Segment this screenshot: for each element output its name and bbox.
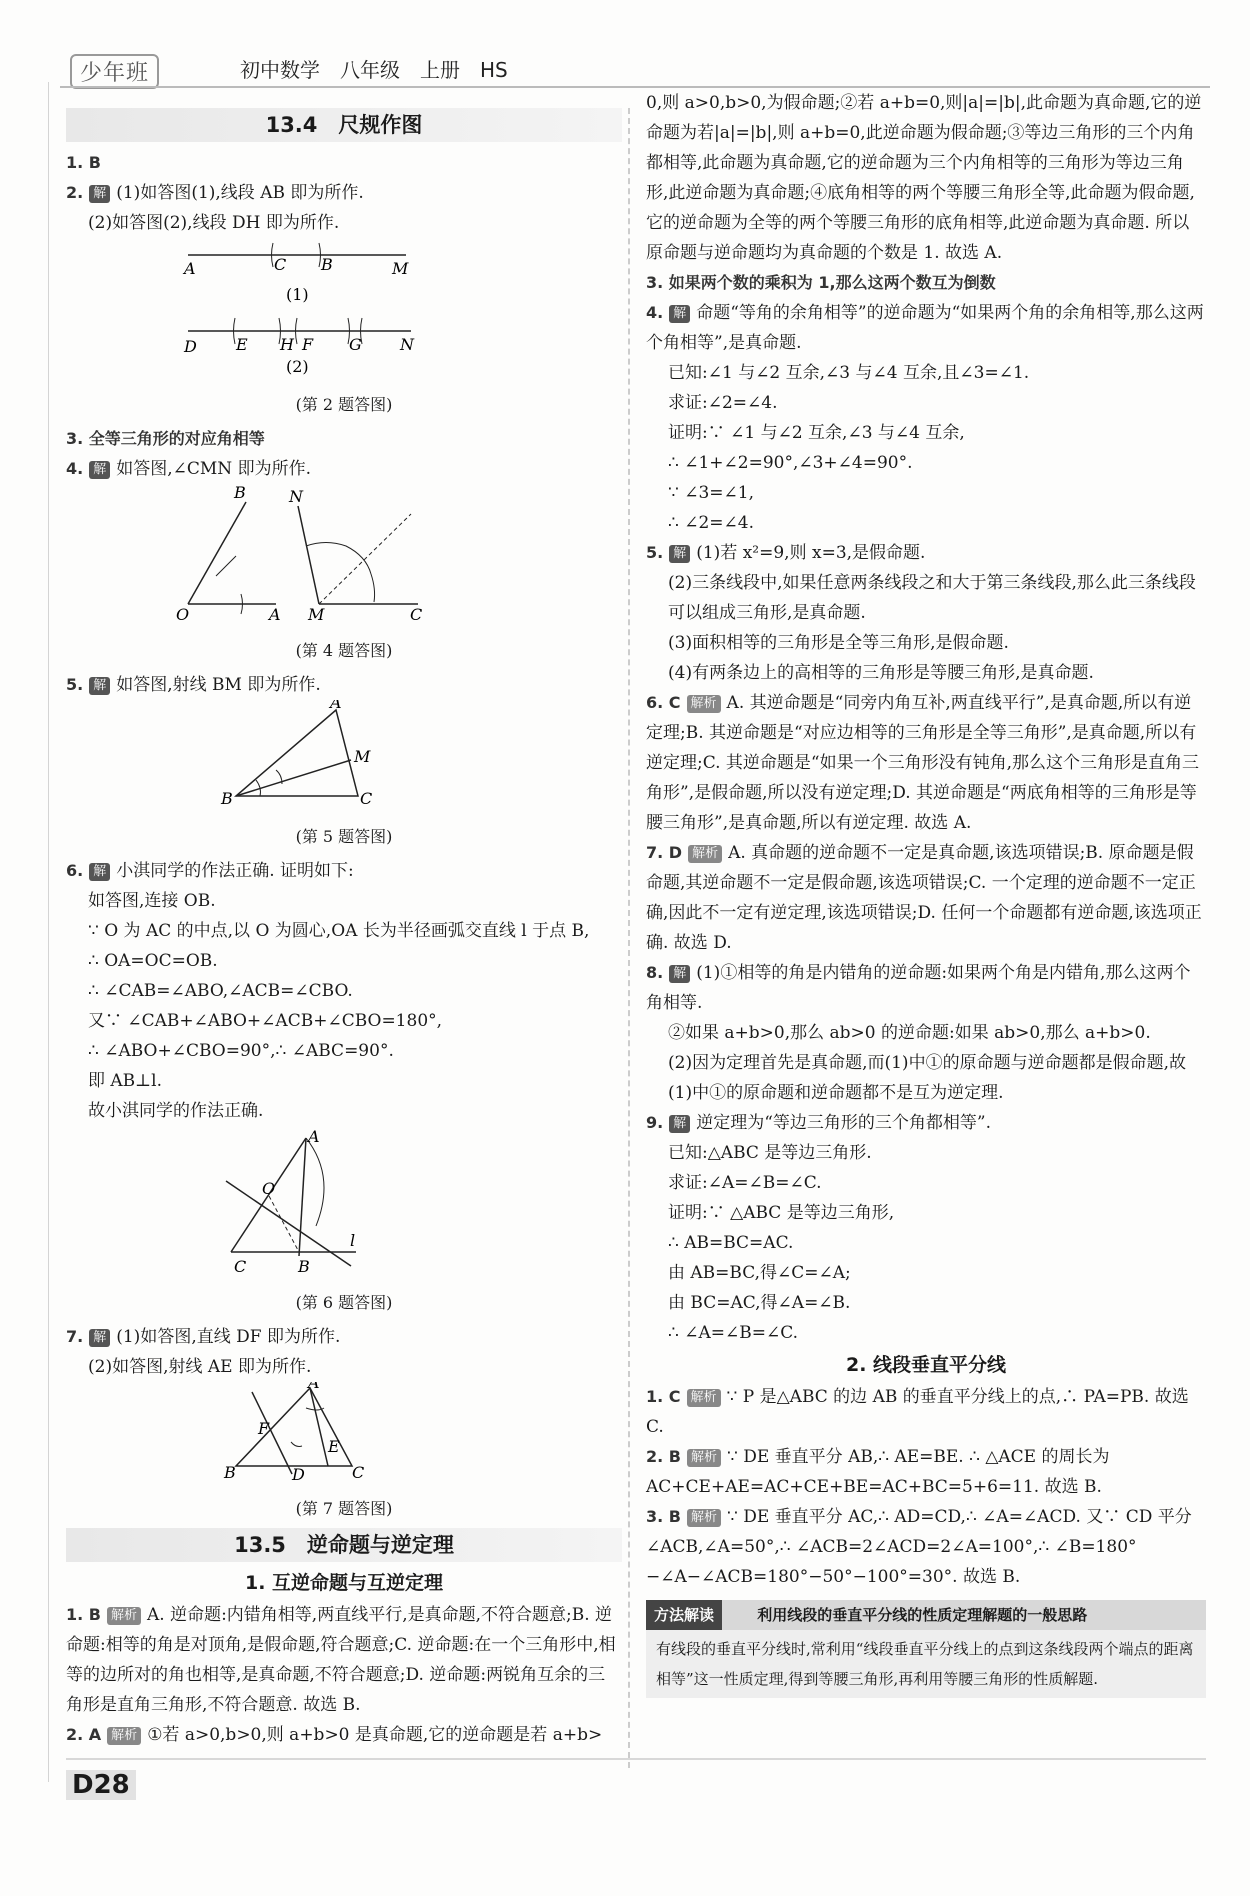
brand-logo: 少年班 bbox=[70, 54, 159, 89]
fig5-label: A bbox=[330, 700, 342, 712]
figure-4-caption: (第 4 题答图) bbox=[295, 641, 393, 660]
answer-6: 6. 解 小淇同学的作法正确. 证明如下: bbox=[66, 861, 354, 881]
fig5-label: B bbox=[221, 789, 233, 808]
right-column bbox=[646, 88, 1206, 1698]
fig7-label: D bbox=[292, 1465, 305, 1482]
fig6-label: A bbox=[308, 1127, 320, 1146]
answer-1-perp: 1. C 解析 ∵ P 是△ABC 的边 AB 的垂直平分线上的点,∴ PA=PB. 故选 C. bbox=[646, 1387, 1189, 1437]
proof-line: 由 AB=BC,得∠C=∠A; bbox=[668, 1263, 851, 1283]
proof-line: ∴ ∠CAB=∠ABO,∠ACB=∠CBO. bbox=[88, 981, 353, 1001]
fig2-sub-caption: (1) bbox=[286, 285, 309, 304]
answer-3-inverse: 3. 如果两个数的乘积为 1,那么这两个数互为倒数 bbox=[646, 273, 996, 292]
section-title-13-5: 13.5 逆命题与逆定理 bbox=[66, 1528, 622, 1562]
fig6-label: B bbox=[298, 1257, 310, 1276]
fig2-label: F bbox=[302, 335, 314, 354]
proof-line: 即 AB⊥l. bbox=[88, 1071, 163, 1091]
fig4-label: M bbox=[308, 605, 325, 624]
answer-2-part2: (2)如答图(2),线段 DH 即为所作. bbox=[88, 213, 340, 233]
fig4-label: N bbox=[289, 487, 303, 506]
answer-6-inverse: 6. C 解析 A. 其逆命题是“同旁内角互补,两直线平行”,是真命题,所以有逆定理;B. 其逆命题是“对应边相等的三角形是全等三角形”,是真命题,所以有逆定理;C. 其逆命题是“如果一个三角形没有钝角,那么这个三角形是直角三角形”,是假命题,所以没有逆定理;D. 其逆命题是“两底角相等的三角形是等腰三角形”,是真命题,所以有逆定理. 故选 A. bbox=[646, 693, 1200, 833]
fig6-label: C bbox=[234, 1257, 247, 1276]
answer-2-perp: 2. B 解析 ∵ DE 垂直平分 AB,∴ AE=BE. ∴ △ACE 的周长为 AC+CE+AE=AC+CE+BE=AC+BC=5+6=11. 故选 B. bbox=[646, 1447, 1110, 1497]
answer-2: 2. 解 (1)如答图(1),线段 AB 即为所作. bbox=[66, 183, 364, 203]
answer-9-inverse: 9. 解 逆定理为“等边三角形的三个角都相等”. bbox=[646, 1113, 992, 1133]
figure-2 bbox=[66, 238, 622, 378]
fig2-label: D bbox=[184, 337, 197, 356]
answer-4-inverse: 4. 解 命题“等角的余角相等”的逆命题为“如果两个角的余角相等,那么这两个角相等”,是真命题. bbox=[646, 303, 1204, 353]
figure-4 bbox=[66, 484, 622, 624]
answer-5-inverse: 5. 解 (1)若 x²=9,则 x=3,是假命题. bbox=[646, 543, 926, 563]
fig2-label: H bbox=[280, 335, 294, 354]
page-header bbox=[60, 50, 1210, 84]
proof-line: ∴ ∠ABO+∠CBO=90°,∴ ∠ABC=90°. bbox=[88, 1041, 394, 1061]
fig2-sub-caption: (2) bbox=[286, 357, 309, 376]
fig4-label: A bbox=[269, 605, 281, 624]
method-body: 有线段的垂直平分线时,常利用“线段垂直平分线上的点到这条线段两个端点的距离相等”这一性质定理,得到等腰三角形,再利用等腰三角形的性质解题. bbox=[646, 1630, 1206, 1698]
answer-7-inverse: 7. D 解析 A. 真命题的逆命题不一定是真命题,该选项错误;B. 原命题是假命题,其逆命题不一定是假命题,该选项错误;C. 一个定理的逆命题不一定正确,因此不一定有逆定理,该选项错误;D. 任何一个命题都有逆命题,该选项正确. 故选 D. bbox=[646, 843, 1202, 953]
answer-3-perp: 3. B 解析 ∵ DE 垂直平分 AC,∴ AD=CD,∴ ∠A=∠ACD. 又∵ CD 平分∠ACB,∠A=50°,∴ ∠ACB=2∠ACD=2∠A=100°,∴ ∠B=180°−∠A−∠ACB=180°−50°−100°=30°. 故选 B. bbox=[646, 1507, 1192, 1587]
proof-line: 已知:∠1 与∠2 互余,∠3 与∠4 互余,且∠3=∠1. bbox=[668, 363, 1030, 383]
answer-8-inverse: 8. 解 (1)①相等的角是内错角的逆命题:如果两个角是内错角,那么这两个角相等. bbox=[646, 963, 1191, 1013]
figure-5 bbox=[66, 700, 622, 810]
answer-7: 7. 解 (1)如答图,直线 DF 即为所作. bbox=[66, 1327, 341, 1347]
answer-line: (2)因为定理首先是真命题,而(1)中①的原命题与逆命题都是假命题,故(1)中①的原命题和逆命题都不是互为逆定理. bbox=[668, 1053, 1186, 1103]
figure-7 bbox=[66, 1382, 622, 1482]
left-column bbox=[66, 104, 622, 1750]
answer-line: (4)有两条边上的高相等的三角形是等腰三角形,是真命题. bbox=[668, 663, 1094, 683]
answer-2-continued: 0,则 a>0,b>0,为假命题;②若 a+b=0,则|a|=|b|,此命题为真命题,它的逆命题为若|a|=|b|,则 a+b=0,此逆命题为假命题;③等边三角形的三个内角都相等,此命题为真命题,它的逆命题为三个内角相等的三角形为等边三角形,此逆命题为真命题;④底角相等的两个等腰三角形全等,此命题为假命题,它的逆命题为全等的两个等腰三角形的底角相等,此逆命题为真命题. 所以原命题与逆命题均为真命题的个数是 1. 故选 A. bbox=[646, 93, 1202, 263]
fig7-label: A bbox=[308, 1382, 320, 1392]
proof-line: 证明:∵ ∠1 与∠2 互余,∠3 与∠4 互余, bbox=[668, 423, 965, 443]
answer-2-inverse: 2. A 解析 ①若 a>0,b>0,则 a+b>0 是真命题,它的逆命题是若 a+b> bbox=[66, 1725, 603, 1745]
answer-line: ②如果 a+b>0,那么 ab>0 的逆命题:如果 ab>0,那么 a+b>0. bbox=[668, 1023, 1151, 1043]
answer-3: 3. 全等三角形的对应角相等 bbox=[66, 429, 265, 448]
figure-2-caption: (第 2 题答图) bbox=[295, 395, 393, 414]
proof-line: ∴ OA=OC=OB. bbox=[88, 951, 218, 971]
fig2-label: A bbox=[184, 259, 196, 278]
fig6-label: l bbox=[350, 1231, 356, 1250]
fig2-label: G bbox=[349, 335, 362, 354]
fig2-label: C bbox=[274, 255, 287, 274]
figure-5-caption: (第 5 题答图) bbox=[295, 827, 393, 846]
proof-line: 又∵ ∠CAB+∠ABO+∠ACB+∠CBO=180°, bbox=[88, 1011, 443, 1031]
section-title-13-4: 13.4 尺规作图 bbox=[66, 108, 622, 142]
proof-line: 已知:△ABC 是等边三角形. bbox=[668, 1143, 872, 1163]
answer-line: (3)面积相等的三角形是全等三角形,是假命题. bbox=[668, 633, 1009, 653]
answer-1: 1. B bbox=[66, 153, 101, 172]
method-title: 利用线段的垂直平分线的性质定理解题的一般思路 bbox=[757, 1606, 1088, 1624]
subsection-title-1: 1. 互逆命题与互逆定理 bbox=[244, 1572, 444, 1594]
proof-line: 由 BC=AC,得∠A=∠B. bbox=[668, 1293, 851, 1313]
footer-rule bbox=[66, 1758, 1206, 1760]
fig4-label: C bbox=[410, 605, 423, 624]
figure-6-caption: (第 6 题答图) bbox=[295, 1293, 393, 1312]
fig7-label: B bbox=[224, 1463, 236, 1482]
proof-line: ∵ O 为 AC 的中点,以 O 为圆心,OA 长为半径画弧交直线 l 于点 B, bbox=[88, 921, 590, 941]
fig2-label: M bbox=[392, 259, 409, 278]
fig2-label: B bbox=[321, 255, 333, 274]
page-number: D28 bbox=[66, 1770, 136, 1800]
proof-line: 证明:∵ △ABC 是等边三角形, bbox=[668, 1203, 895, 1223]
proof-line: ∴ ∠2=∠4. bbox=[668, 513, 754, 533]
header-text: 初中数学 八年级 上册 HS bbox=[240, 58, 508, 82]
fig2-label: E bbox=[236, 335, 248, 354]
method-tag: 方法解读 bbox=[646, 1600, 722, 1630]
fig7-label: F bbox=[258, 1419, 270, 1438]
method-box bbox=[646, 1600, 1206, 1698]
answer-5: 5. 解 如答图,射线 BM 即为所作. bbox=[66, 675, 321, 695]
proof-line: ∴ AB=BC=AC. bbox=[668, 1233, 794, 1253]
subsection-title-2: 2. 线段垂直平分线 bbox=[845, 1354, 1007, 1376]
fig4-label: O bbox=[176, 605, 190, 624]
proof-line: ∵ ∠3=∠1, bbox=[668, 483, 754, 503]
fig4-label: B bbox=[234, 484, 246, 502]
fig5-label: M bbox=[354, 747, 371, 766]
answer-1-inverse: 1. B 解析 A. 逆命题:内错角相等,两直线平行,是真命题,不符合题意;B. 逆命题:相等的角是对顶角,是假命题,符合题意;C. 逆命题:在一个三角形中,相等的边所对的角也相等,是真命题,不符合题意;D. 逆命题:两锐角互余的三角形是直角三角形,不符合题意. 故选 B. bbox=[66, 1605, 616, 1715]
figure-7-caption: (第 7 题答图) bbox=[295, 1499, 393, 1518]
proof-line: 故小淇同学的作法正确. bbox=[88, 1101, 264, 1121]
fig6-label: O bbox=[262, 1179, 276, 1198]
fig5-label: C bbox=[360, 789, 373, 808]
proof-line: ∴ ∠A=∠B=∠C. bbox=[668, 1323, 799, 1343]
proof-line: 求证:∠A=∠B=∠C. bbox=[668, 1173, 822, 1193]
column-divider bbox=[628, 108, 630, 1768]
proof-line: 如答图,连接 OB. bbox=[88, 891, 216, 911]
answer-7-part2: (2)如答图,射线 AE 即为所作. bbox=[88, 1357, 312, 1377]
fig2-label: N bbox=[400, 335, 414, 354]
method-header bbox=[646, 1600, 1206, 1630]
figure-6 bbox=[66, 1126, 622, 1276]
proof-line: 求证:∠2=∠4. bbox=[668, 393, 778, 413]
fig7-label: C bbox=[352, 1463, 365, 1482]
answer-line: (2)三条线段中,如果任意两条线段之和大于第三条线段,那么此三条线段可以组成三角形,是真命题. bbox=[668, 573, 1196, 623]
answer-4: 4. 解 如答图,∠CMN 即为所作. bbox=[66, 459, 311, 479]
fig7-label: E bbox=[328, 1437, 340, 1456]
proof-line: ∴ ∠1+∠2=90°,∠3+∠4=90°. bbox=[668, 453, 913, 473]
margin-rule bbox=[48, 82, 49, 1782]
